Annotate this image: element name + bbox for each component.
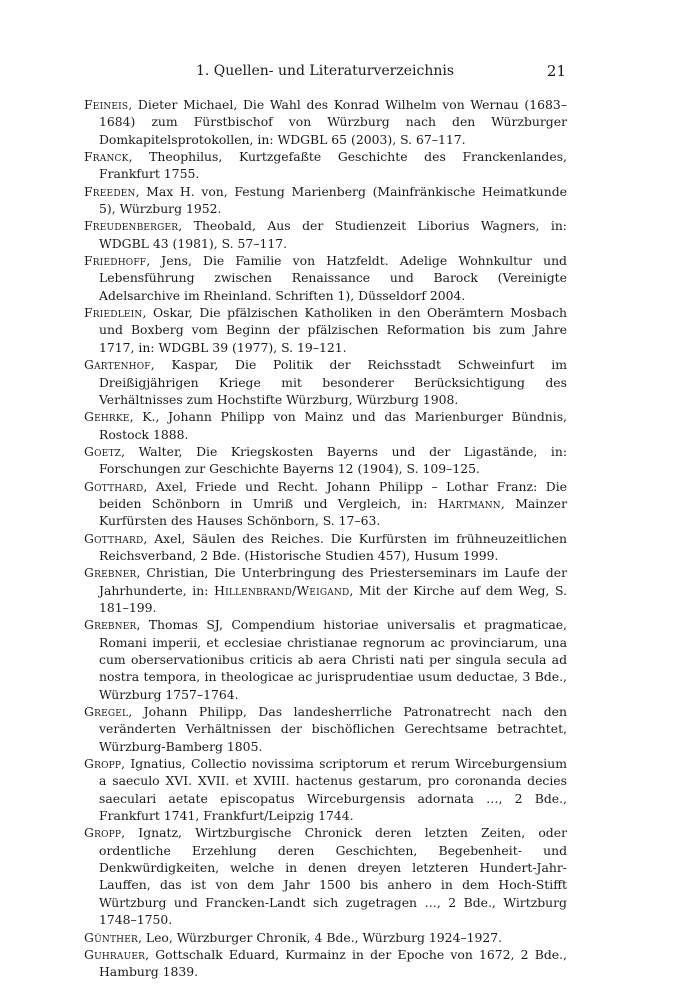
entry-author: Friedlein	[84, 305, 143, 321]
entry-author: Friedhoff	[84, 253, 147, 269]
entry-text: , Thomas SJ, Compendium historiae universalis et pragmaticae, Romani imperii, et ecclesiae christianae regnorum ac provinciarum, una cum oberservationibus criticis ab aera Christi nati per singula secula ad nostra tempora, in theologicae ac jurisprudentiae usum deductae, 3 Bde., Würzburg 1757–1764.	[99, 617, 567, 702]
bibliography-entry	[84, 356, 567, 408]
entry-author: Günther	[84, 929, 138, 945]
page-number: 21	[546, 62, 566, 80]
bibliography-entry	[84, 929, 567, 946]
entry-text: , Axel, Friede und Recht. Johann Philipp – Lothar Franz: Die beiden Schönborn in Umriß und Vergleich, in:	[99, 478, 567, 511]
entry-text: , Dieter Michael, Die Wahl des Konrad Wilhelm von Wernau (1683–1684) zum Fürstbischof von Würzburg nach den Würzburger Domkapitelsprotokollen, in: WDGBL 65 (2003), S. 67–117.	[99, 97, 567, 147]
entry-author: Freudenberger	[84, 218, 179, 234]
bibliography-entry	[84, 616, 567, 703]
entry-author: Gropp	[84, 756, 122, 772]
entry-text: , Theophilus, Kurtzgefaßte Geschichte des Franckenlandes, Frankfurt 1755.	[99, 149, 567, 182]
entry-text: , Axel, Säulen des Reiches. Die Kurfürsten im frühneuzeitlichen Reichsverband, 2 Bde. (Historische Studien 457), Husum 1999.	[99, 530, 567, 563]
entry-text: , Kaspar, Die Politik der Reichsstadt Schweinfurt im Dreißigjährigen Kriege mit besonderer Berücksichtigung des Verhältnisses zum Hochstifte Würzburg, Würzburg 1908.	[99, 357, 567, 407]
bibliography-list	[84, 96, 567, 981]
bibliography-entry	[84, 824, 567, 928]
entry-text: , Mainzer Kurfürsten des Hauses Schönborn, S. 17–63.	[99, 495, 568, 529]
bibliography-entry	[84, 946, 567, 981]
entry-cited-author: Hillenbrand/Weigand	[214, 582, 350, 598]
bibliography-entry	[84, 443, 567, 478]
bibliography-entry	[84, 408, 567, 443]
entry-author: Feineis	[84, 97, 129, 112]
entry-text: , Leo, Würzburger Chronik, 4 Bde., Würzburg 1924–1927.	[137, 929, 503, 945]
bibliography-entry	[84, 183, 567, 218]
entry-text: , Ignatz, Wirtzburgische Chronick deren letzten Zeiten, oder ordentliche Erzehlung deren Geschichten, Begebenheit- und Denkwürdigkeiten, welche in denen dreyen letzteren Hundert-Jahr-Lauffen, das ist von dem Jahr 1500 bis anhero in dem Hoch-Stifft Würtzburg und Francken-Landt sich zugetragen …, 2 Bde., Wirtzburg 1748–1750.	[99, 825, 567, 928]
entry-author: Grebner	[84, 565, 137, 581]
entry-author: Grebner	[84, 617, 137, 633]
entry-author: Gregel	[84, 704, 129, 720]
entry-text: , Gottschalk Eduard, Kurmainz in der Epoche von 1672, 2 Bde., Hamburg 1839.	[99, 946, 567, 980]
entry-author: Freeden	[84, 183, 136, 199]
entry-author: Franck	[84, 149, 129, 165]
entry-text: , Jens, Die Familie von Hatzfeldt. Adelige Wohnkultur und Lebensführung zwischen Renaissance und Barock (Vereinigte Adelsarchive im Rheinland. Schriften 1), Düsseldorf 2004.	[99, 253, 567, 303]
entry-author: Gartenhof	[84, 357, 151, 373]
entry-text: , K., Johann Philipp von Mainz und das Marienburger Bündnis, Rostock 1888.	[99, 409, 567, 442]
bibliography-entry	[84, 304, 567, 356]
bibliography-entry	[84, 148, 567, 183]
entry-text: , Walter, Die Kriegskosten Bayerns und der Ligastände, in: Forschungen zur Geschichte Bayerns 12 (1904), S. 109–125.	[99, 443, 567, 477]
entry-author: Gotthard	[84, 478, 144, 494]
entry-text: , Christian, Die Unterbringung des Priesterseminars im Laufe der Jahrhunderte, in:	[99, 565, 567, 598]
bibliography-entry	[84, 252, 567, 304]
entry-text: , Mit der Kirche auf dem Weg, S. 181–199.	[99, 582, 567, 615]
entry-text: , Theobald, Aus der Studienzeit Liborius Wagners, in: WDGBL 43 (1981), S. 57–117.	[99, 218, 567, 251]
entry-author: Gehrke	[84, 409, 130, 425]
bibliography-entry	[84, 564, 567, 616]
entry-text: , Max H. von, Festung Marienberg (Mainfränkische Heimatkunde 5), Würzburg 1952.	[99, 183, 567, 217]
bibliography-entry	[84, 703, 567, 755]
running-title: 1. Quellen- und Literaturverzeichnis	[195, 63, 455, 79]
entry-cited-author: Hartmann	[437, 495, 501, 511]
entry-author: Gotthard	[84, 530, 144, 546]
entry-author: Guhrauer	[84, 946, 146, 962]
bibliography-entry	[84, 755, 567, 824]
entry-text: , Johann Philipp, Das landesherrliche Patronatrecht nach den veränderten Verhältnissen der bischöflichen Gerechtsame betrachtet, Würzburg-Bamberg 1805.	[99, 704, 567, 754]
bibliography-entry	[84, 530, 567, 565]
entry-text: , Ignatius, Collectio novissima scriptorum et rerum Wirceburgensium a saeculo XVI. XVII. et XVIII. hactenus gestarum, pro coronanda decies saeculari aetate episcopatus Wirceburgensis adornata …, 2 Bde., Frankfurt 1741, Frankfurt/Leipzig 1744.	[99, 756, 567, 824]
entry-author: Gropp	[84, 825, 122, 841]
bibliography-entry	[84, 478, 567, 530]
bibliography-entry	[84, 217, 567, 252]
bibliography-entry	[84, 96, 567, 148]
entry-text: , Oskar, Die pfälzischen Katholiken in den Oberämtern Mosbach und Boxberg vom Beginn der pfälzischen Reformation bis zum Jahre 1717, in: WDGBL 39 (1977), S. 19–121.	[99, 305, 567, 355]
running-head	[84, 61, 566, 81]
entry-author: Goetz	[84, 443, 122, 459]
